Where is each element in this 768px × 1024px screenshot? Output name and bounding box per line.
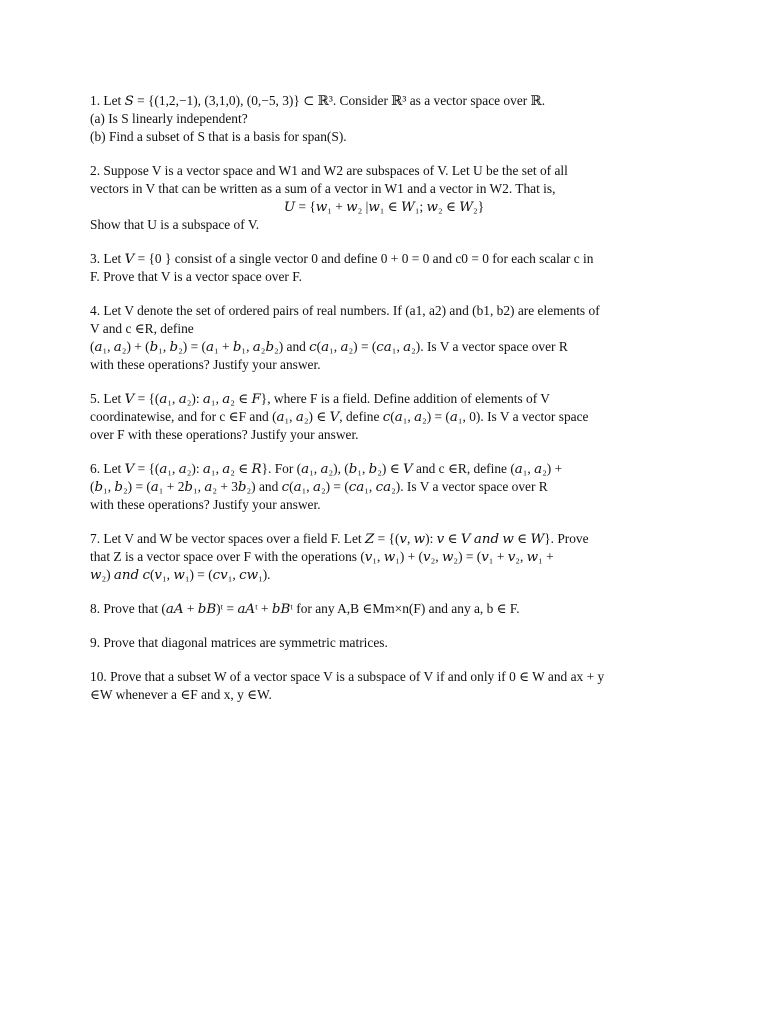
problem-line: 7. Let V and W be vector spaces over a field F. Let 𝑍 = {(𝑣, 𝑤): 𝑣 ∈ 𝑉 𝑎𝑛𝑑 𝑤 ∈ 𝑊}. Prove: [90, 531, 589, 546]
problem-4: [90, 302, 678, 374]
problem-line: 5. Let 𝑉 = {(𝑎₁, 𝑎₂): 𝑎₁, 𝑎₂ ∈ 𝐹}, where F is a field. Define addition of elements of V: [90, 391, 550, 406]
problem-line: (b) Find a subset of S that is a basis for span(S).: [90, 129, 347, 144]
problem-line: (a) Is S linearly independent?: [90, 111, 248, 126]
problem-5: [90, 390, 678, 444]
problem-9: [90, 634, 678, 652]
problem-line: 6. Let 𝑉 = {(𝑎₁, 𝑎₂): 𝑎₁, 𝑎₂ ∈ 𝑅}. For (𝑎₁, 𝑎₂), (𝑏₁, 𝑏₂) ∈ 𝑉 and c ∈R, define (𝑎₁, 𝑎₂) +: [90, 461, 563, 476]
problem-sheet: [90, 92, 678, 720]
set-definition-formula: 𝑈 = {𝑤₁ + 𝑤₂ |𝑤₁ ∈ 𝑊₁; 𝑤₂ ∈ 𝑊₂}: [283, 199, 485, 214]
problem-line: 2. Suppose V is a vector space and W1 and W2 are subspaces of V. Let U be the set of all: [90, 163, 568, 178]
problem-line: F. Prove that V is a vector space over F.: [90, 269, 302, 284]
problem-line: ∈W whenever a ∈F and x, y ∈W.: [90, 687, 272, 702]
problem-3: [90, 250, 678, 286]
problem-line: 10. Prove that a subset W of a vector space V is a subspace of V if and only if 0 ∈ W and ax + y: [90, 669, 605, 684]
problem-7: [90, 530, 678, 584]
problem-line: (𝑎₁, 𝑎₂) + (𝑏₁, 𝑏₂) = (𝑎₁ + 𝑏₁, 𝑎₂𝑏₂) and 𝑐(𝑎₁, 𝑎₂) = (𝑐𝑎₁, 𝑎₂). Is V a vector space over R: [90, 339, 568, 354]
problem-line: 1. Let 𝑆 = {(1,2,−1), (3,1,0), (0,−5, 3)} ⊂ ℝ³. Consider ℝ³ as a vector space over ℝ.: [90, 93, 546, 108]
problem-line: Show that U is a subspace of V.: [90, 217, 260, 232]
problem-2: [90, 162, 678, 234]
problem-line: 8. Prove that (𝑎𝐴 + 𝑏𝐵)ᵗ = 𝑎𝐴ᵗ + 𝑏𝐵ᵗ for any A,B ∈Mm×n(F) and any a, b ∈ F.: [90, 601, 520, 616]
problem-6: [90, 460, 678, 514]
problem-line: over F with these operations? Justify your answer.: [90, 427, 359, 442]
problem-line: (𝑏₁, 𝑏₂) = (𝑎₁ + 2𝑏₁, 𝑎₂ + 3𝑏₂) and 𝑐(𝑎₁, 𝑎₂) = (𝑐𝑎₁, 𝑐𝑎₂). Is V a vector space over R: [90, 479, 548, 494]
problem-line: coordinatewise, and for c ∈F and (𝑎₁, 𝑎₂) ∈ 𝑉, define 𝑐(𝑎₁, 𝑎₂) = (𝑎₁, 0). Is V a vector space: [90, 409, 589, 424]
problem-line: 𝑤₂) 𝑎𝑛𝑑 𝑐(𝑣₁, 𝑤₁) = (𝑐𝑣₁, 𝑐𝑤₁).: [90, 567, 271, 582]
problem-line: that Z is a vector space over F with the operations (𝑣₁, 𝑤₁) + (𝑣₂, 𝑤₂) = (𝑣₁ + 𝑣₂, 𝑤₁ +: [90, 549, 554, 564]
problem-line: 4. Let V denote the set of ordered pairs of real numbers. If (a1, a2) and (b1, b2) are elements of: [90, 303, 600, 318]
problem-8: [90, 600, 678, 618]
problem-line: with these operations? Justify your answer.: [90, 357, 321, 372]
problem-line: 3. Let 𝑉 = {0 } consist of a single vector 0 and define 0 + 0 = 0 and c0 = 0 for each scalar c in: [90, 251, 594, 266]
problem-1: [90, 92, 678, 146]
problem-line: with these operations? Justify your answer.: [90, 497, 321, 512]
problem-line: 9. Prove that diagonal matrices are symmetric matrices.: [90, 635, 388, 650]
problem-line: vectors in V that can be written as a sum of a vector in W1 and a vector in W2. That is,: [90, 181, 556, 196]
problem-line: V and c ∈R, define: [90, 321, 194, 336]
problem-10: [90, 668, 678, 704]
